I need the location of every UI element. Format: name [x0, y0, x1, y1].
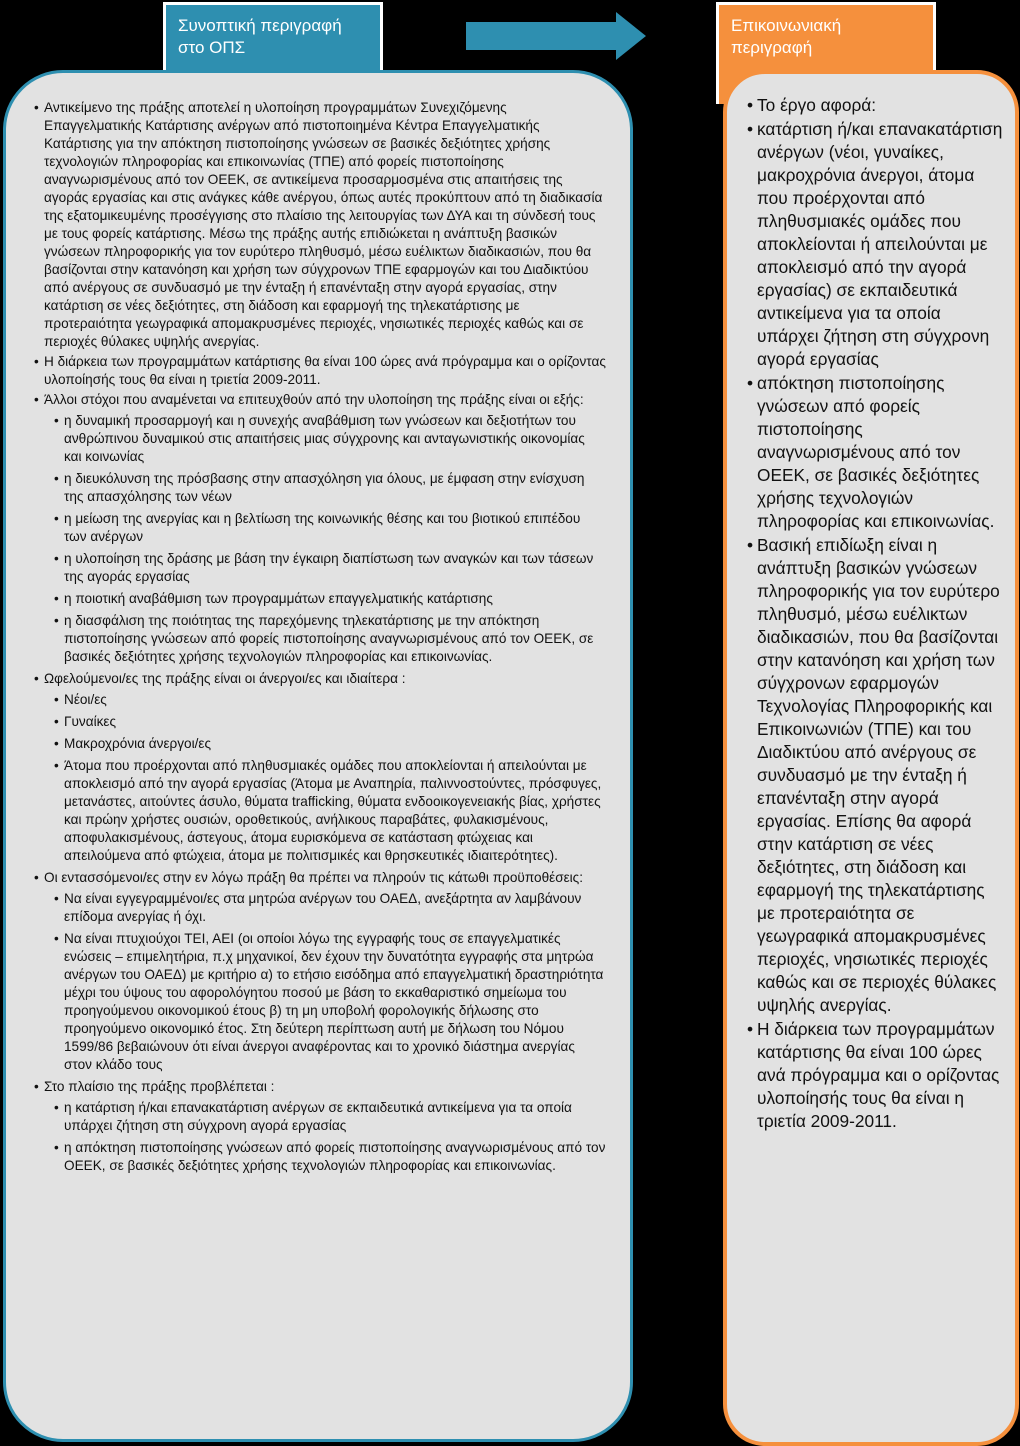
goals-list: [54, 412, 606, 666]
list-item: • Άλλοι στόχοι που αναμένεται να επιτευχθούν από την υλοποίηση της πράξης είναι οι εξής: • η δυναμική προσαρμογή και η συνεχής αναβάθμιση των γνώσεων και δεξιοτήτων του ανθρώπινου δυναμικού στις απαιτήσεις μιας σύγχρονης και ανταγωνιστικής οικονομίας και κοινωνίας • η διευκόλυνση της πρόσβασης στην απασχόληση για όλους, με έμφαση στην ενίσχυση της απασχόλησης των νέων • η μείωση της ανεργίας και η βελτίωση της κοινωνικής θέσης και του βιοτικού επιπέδου των ανέργων • η υλοποίηση της δράσης με βάση την έγκαιρη διαπίστωση των αναγκών και των τάσεων της αγοράς εργασίας • η ποιοτική αναβάθμιση των προγραμμάτων επαγγελματικής κατάρτισης • η διασφάλιση της ποιότητας της παρεχόμενης τηλεκατάρτισης με την απόκτηση πιστοποίησης γνώσεων από φορείς πιστοποίησης αναγνωρισμένους από τον ΟΕΕΚ, σε βασικές δεξιότητες χρήσης τεχνολογιών πληροφορίας και επικοινωνίας.: [34, 391, 606, 666]
list-item: • κατάρτιση ή/και επανακατάρτιση ανέργων (νέοι, γυναίκες, μακροχρόνια άνεργοι, άτομα που προέρχονται από πληθυσμιακές ομάδες που αποκλείονται ή απειλούνται με αποκλεισμό από την αγορά εργασίας) σε εκπαιδευτικά αντικείμενα για τα οποία υπάρχει ζήτηση στη σύγχρονη αγορά εργασίας: [747, 118, 1003, 371]
list-item: • απόκτηση πιστοποίησης γνώσεων από φορείς πιστοποίησης αναγνωρισμένους από τον ΟΕΕΚ, σε βασικές δεξιότητες χρήσης τεχνολογιών πληροφορίας και επικοινωνίας.: [747, 372, 1003, 533]
list-item: • Στο πλαίσιο της πράξης προβλέπεται : • η κατάρτιση ή/και επανακατάρτιση ανέργων σε εκπαιδευτικά αντικείμενα για τα οποία υπάρχει ζήτηση στη σύγχρονη αγορά εργασίας • η απόκτηση πιστοποίησης γνώσεων από φορείς πιστοποίησης αναγνωρισμένους από τον ΟΕΕΚ, σε βασικές δεξιότητες χρήσης τεχνολογιών πληροφορίας και επικοινωνίας.: [34, 1078, 606, 1175]
list-item: • η διασφάλιση της ποιότητας της παρεχόμενης τηλεκατάρτισης με την απόκτηση πιστοποίησης γνώσεων από φορείς πιστοποίησης αναγνωρισμένους από τον ΟΕΕΚ, σε βασικές δεξιότητες χρήσης τεχνολογιών πληροφορίας και επικοινωνίας.: [54, 612, 606, 666]
list-item: • η κατάρτιση ή/και επανακατάρτιση ανέργων σε εκπαιδευτικά αντικείμενα για τα οποία υπάρχει ζήτηση στη σύγχρονη αγορά εργασίας: [54, 1099, 606, 1135]
list-item: • η μείωση της ανεργίας και η βελτίωση της κοινωνικής θέσης και του βιοτικού επιπέδου των ανέργων: [54, 510, 606, 546]
summary-panel: [3, 70, 633, 1442]
summary-list: [34, 99, 606, 1175]
communication-panel: [723, 70, 1019, 1446]
beneficiaries-list: [54, 691, 606, 865]
list-item: • Να είναι πτυχιούχοι ΤΕΙ, ΑΕΙ (οι οποίοι λόγω της εγγραφής τους σε επαγγελματικές ενώσεις – επιμελητήρια, π.χ μηχανικοί, δεν έχουν την δυνατότητα εγγραφής στα μητρώα ανέργων του ΟΑΕΔ) με κριτήριο α) το ετήσιο εισόδημα από επαγγελματική δραστηριότητα μέχρι του ύψους του αφορολόγητου ποσού με βάση το εκκαθαριστικό σημείωμα του προηγούμενου οικονομικού έτους β) τη μη υποβολή φορολογικής δήλωσης στο προηγούμενο οικονομικό έτος. Στη δεύτερη περίπτωση αυτή με δήλωση του Νόμου 1599/86 βεβαιώνουν ότι είναι άνεργοι αναφέροντας και το χρονικό διάστημα ανεργίας στον κλάδο τους: [54, 930, 606, 1074]
summary-tab: [163, 2, 383, 72]
provisions-list: [54, 1099, 606, 1175]
list-item: • Βασική επιδίωξη είναι η ανάπτυξη βασικών γνώσεων πληροφορικής για τον ευρύτερο πληθυσμό, μέσω ευέλικτων διαδικασιών, που θα βασίζονται στην κατανόηση και χρήση των σύγχρονων εφαρμογών Τεχνολογίας Πληροφορικής και Επικοινωνιών (ΤΠΕ) και του Διαδικτύου από ανέργους σε συνδυασμό με την ένταξη ή επανένταξη στην αγορά εργασίας. Επίσης θα αφορά στην κατάρτιση σε νέες δεξιότητες, στη διάδοση και εφαρμογή της τηλεκατάρτισης με προτεραιότητα σε γεωγραφικά απομακρυσμένες περιοχές, νησιωτικές περιοχές καθώς και σε περιοχές θύλακες υψηλής ανεργίας.: [747, 534, 1003, 1017]
list-item: • Η διάρκεια των προγραμμάτων κατάρτισης θα είναι 100 ώρες ανά πρόγραμμα και ο ορίζοντας υλοποίησής τους θα είναι η τριετία 2009-2011.: [747, 1018, 1003, 1133]
list-item: • Μακροχρόνια άνεργοι/ες: [54, 735, 606, 753]
list-item: • Να είναι εγγεγραμμένοι/ες στα μητρώα ανέργων του ΟΑΕΔ, ανεξάρτητα αν λαμβάνουν επίδομα ανεργίας ή όχι.: [54, 890, 606, 926]
list-item: • Ωφελούμενοι/ες της πράξης είναι οι άνεργοι/ες και ιδιαίτερα : • Νέοι/ες • Γυναίκες • Μακροχρόνια άνεργοι/ες • Άτομα που προέρχονται από πληθυσμιακές ομάδες που αποκλείονται ή απειλούνται με αποκλεισμό από την αγορά εργασίας (Άτομα με Αναπηρία, παλιννοστούντες, πρόσφυγες, μετανάστες, αιτούντες άσυλο, θύματα trafficking, θύματα ενδοοικογενειακής βίας, χρήστες και πρώην χρήστες ουσιών, οροθετικούς, ανήλικους παραβάτες, φυλακισμένους, αποφυλακισμένους, άστεγους, άτομα ευρισκόμενα σε κατάσταση φτώχειας και απειλούμενα από φτώχεια, άτομα με πολιτισμικές και θρησκευτικές ιδιαιτερότητες).: [34, 670, 606, 865]
list-item: • η ποιοτική αναβάθμιση των προγραμμάτων επαγγελματικής κατάρτισης: [54, 590, 606, 608]
list-item: • η απόκτηση πιστοποίησης γνώσεων από φορείς πιστοποίησης αναγνωρισμένους από τον ΟΕΕΚ, σε βασικές δεξιότητες χρήσης τεχνολογιών πληροφορίας και επικοινωνίας.: [54, 1139, 606, 1175]
list-item: • Το έργο αφορά:: [747, 94, 1003, 117]
list-item: • Νέοι/ες: [54, 691, 606, 709]
list-item: • η διευκόλυνση της πρόσβασης στην απασχόληση για όλους, με έμφαση στην ενίσχυση της απασχόλησης των νέων: [54, 470, 606, 506]
list-item: • Άτομα που προέρχονται από πληθυσμιακές ομάδες που αποκλείονται ή απειλούνται με αποκλεισμό από την αγορά εργασίας (Άτομα με Αναπηρία, παλιννοστούντες, πρόσφυγες, μετανάστες, αιτούντες άσυλο, θύματα trafficking, θύματα ενδοοικογενειακής βίας, χρήστες και πρώην χρήστες ουσιών, οροθετικούς, ανήλικους παραβάτες, φυλακισμένους, αποφυλακισμένους, άστεγους, άτομα ευρισκόμενα σε κατάσταση φτώχειας και απειλούμενα από φτώχεια, άτομα με πολιτισμικές και θρησκευτικές ιδιαιτερότητες).: [54, 757, 606, 865]
communication-title: Επικοινωνιακή περιγραφή: [731, 16, 842, 57]
list-item: • Οι εντασσόμενοι/ες στην εν λόγω πράξη θα πρέπει να πληρούν τις κάτωθι προϋποθέσεις: • Να είναι εγγεγραμμένοι/ες στα μητρώα ανέργων του ΟΑΕΔ, ανεξάρτητα αν λαμβάνουν επίδομα ανεργίας ή όχι. • Να είναι πτυχιούχοι ΤΕΙ, ΑΕΙ (οι οποίοι λόγω της εγγραφής τους σε επαγγελματικές ενώσεις – επιμελητήρια, π.χ μηχανικοί, δεν έχουν την δυνατότητα εγγραφής στα μητρώα ανέργων του ΟΑΕΔ) με κριτήριο α) το ετήσιο εισόδημα από επαγγελματική δραστηριότητα μέχρι του ύψους του αφορολόγητου ποσού με βάση το εκκαθαριστικό σημείωμα του προηγούμενου οικονομικού έτους β) τη μη υποβολή φορολογικής δήλωσης στο προηγούμενο οικονομικό έτος. Στη δεύτερη περίπτωση αυτή με δήλωση του Νόμου 1599/86 βεβαιώνουν ότι είναι άνεργοι αναφέροντας και το χρονικό διάστημα ανεργίας στον κλάδο τους: [34, 869, 606, 1074]
list-item: • Η διάρκεια των προγραμμάτων κατάρτισης θα είναι 100 ώρες ανά πρόγραμμα και ο ορίζοντας υλοποίησής τους θα είναι η τριετία 2009-2011.: [34, 353, 606, 389]
list-item: • η υλοποίηση της δράσης με βάση την έγκαιρη διαπίστωση των αναγκών και των τάσεων της αγοράς εργασίας: [54, 550, 606, 586]
right-arrow-icon: [466, 12, 646, 62]
summary-title: Συνοπτική περιγραφή στο ΟΠΣ: [178, 16, 342, 57]
communication-list: [747, 94, 1003, 1133]
conditions-list: [54, 890, 606, 1074]
list-item: • η δυναμική προσαρμογή και η συνεχής αναβάθμιση των γνώσεων και δεξιοτήτων του ανθρώπινου δυναμικού στις απαιτήσεις μιας σύγχρονης και ανταγωνιστικής οικονομίας και κοινωνίας: [54, 412, 606, 466]
list-item: • Αντικείμενο της πράξης αποτελεί η υλοποίηση προγραμμάτων Συνεχιζόμενης Επαγγελματικής Κατάρτισης ανέργων από πιστοποιημένα Κέντρα Επαγγελματικής Κατάρτισης για την απόκτηση πιστοποίησης γνώσεων σε βασικές δεξιότητες χρήσης τεχνολογιών πληροφορίας και επικοινωνίας (ΤΠΕ) από φορείς πιστοποίησης αναγνωρισμένους από τον ΟΕΕΚ, σε αντικείμενα προσαρμοσμένα στις απαιτήσεις της αγοράς εργασίας και στις ανάγκες κάθε ανέργου, όπως αυτές προκύπτουν από τη διαδικασία της εξατομικευμένης προσέγγισης στο πλαίσιο της λειτουργίας των ΔΥΑ και τη σύνδεσή τους με τους φορείς κατάρτισης. Μέσω της πράξης αυτής επιδιώκεται η ανάπτυξη βασικών γνώσεων πληροφορικής για τον ευρύτερο πληθυσμό, μέσω ευέλικτων διαδικασιών, που θα βασίζονται στην κατανόηση και χρήση των σύγχρονων ΤΠΕ εφαρμογών και του Διαδικτύου από ανέργους σε συνδυασμό με την ένταξη ή επανένταξη στην αγορά εργασίας, στην κατάρτιση σε νέες δεξιότητες, στη διάδοση και εφαρμογή της τηλεκατάρτισης με προτεραιότητα γεωγραφικά απομακρυσμένες περιοχές, νησιωτικές περιοχές καθώς και σε περιοχές θύλακες υψηλής ανεργίας.: [34, 99, 606, 351]
list-item: • Γυναίκες: [54, 713, 606, 731]
